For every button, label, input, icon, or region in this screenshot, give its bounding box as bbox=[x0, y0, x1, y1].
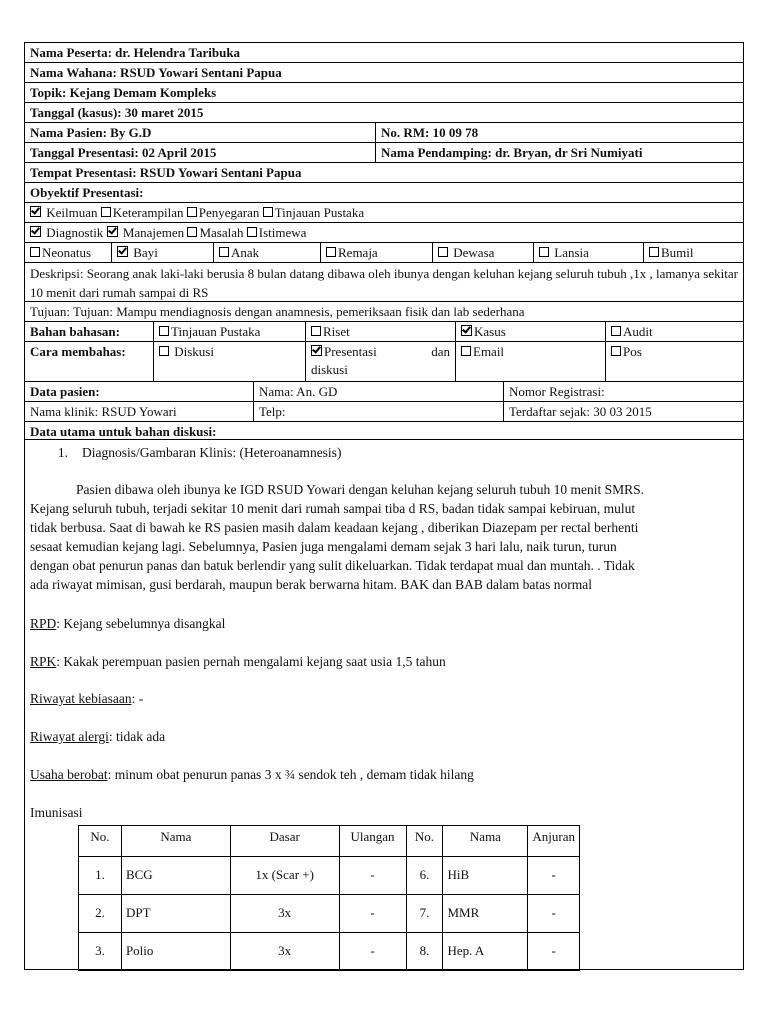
cara-email[interactable]: Email bbox=[455, 342, 605, 381]
riwayat-kebiasaan: Riwayat kebiasaan: - bbox=[30, 691, 144, 706]
bahan-kasus[interactable]: Kasus bbox=[455, 322, 605, 341]
checkbox-keilmuan[interactable] bbox=[30, 206, 41, 217]
label-tinjauan-pustaka: Tinjauan Pustaka bbox=[274, 205, 365, 220]
row-bahan bbox=[25, 322, 743, 342]
usia-neonatus[interactable]: Neonatus bbox=[25, 243, 111, 262]
label-keilmuan: Keilmuan bbox=[46, 205, 98, 220]
table-row: 1. BCG 1x (Scar +) - 6. HiB - bbox=[79, 857, 580, 895]
checkbox-penyegaran[interactable] bbox=[187, 207, 197, 217]
checkbox-keterampilan[interactable] bbox=[101, 207, 111, 217]
row-data-utama bbox=[25, 422, 743, 440]
imunisasi-title: Imunisasi bbox=[30, 805, 83, 820]
cara-diskusi[interactable]: Diskusi bbox=[153, 342, 305, 381]
bahan-audit[interactable]: Audit bbox=[605, 322, 743, 341]
checkbox-diagnostik[interactable] bbox=[30, 226, 41, 237]
table-header-row: No. Nama Dasar Ulangan No. Nama Anjuran bbox=[79, 826, 580, 857]
obyektif-options-2 bbox=[25, 223, 743, 242]
row-tempat bbox=[25, 163, 743, 183]
label-istimewa: Istimewa bbox=[258, 225, 307, 240]
table-row: 3. Polio 3x - 8. Hep. A - bbox=[79, 933, 580, 971]
row-tujuan bbox=[25, 302, 743, 322]
label-diagnostik: Diagnostik bbox=[46, 225, 104, 240]
nama-anak: Nama: An. GD bbox=[253, 382, 503, 401]
table-row: 2. DPT 3x - 7. MMR - bbox=[79, 895, 580, 933]
usia-dewasa[interactable]: Dewasa bbox=[432, 243, 533, 262]
usia-anak[interactable]: Anak bbox=[213, 243, 320, 262]
data-utama-label: Data utama untuk bahan diskusi: bbox=[30, 424, 217, 439]
checkbox-istimewa[interactable] bbox=[247, 227, 257, 237]
data-pasien-label: Data pasien: bbox=[30, 384, 100, 399]
row-peserta bbox=[25, 43, 743, 63]
nama-pasien: Nama Pasien: By G.D bbox=[30, 125, 152, 140]
rpd: RPD: Kejang sebelumnya disangkal bbox=[30, 616, 226, 631]
narrative-line-2: Kejang seluruh tubuh, terjadi sekitar 10 menit dari rumah sampai tiba d RS, badan tidak sampai kebiruan, mulut bbox=[30, 501, 636, 516]
usaha-berobat: Usaha berobat: minum obat penurun panas 3 x ¾ sendok teh , demam tidak hilang bbox=[30, 767, 474, 782]
bahan-tinjauan[interactable]: Tinjauan Pustaka bbox=[153, 322, 305, 341]
cara-label: Cara membahas: bbox=[30, 344, 126, 359]
row-data-pasien bbox=[25, 382, 743, 402]
cara-presentasi[interactable]: Presentasi dan diskusi bbox=[305, 342, 455, 381]
cara-pos[interactable]: Pos bbox=[605, 342, 743, 381]
row-topik bbox=[25, 83, 743, 103]
usia-remaja[interactable]: Remaja bbox=[320, 243, 432, 262]
diagnosis-heading: 1. Diagnosis/Gambaran Klinis: (Heteroanamnesis) bbox=[57, 445, 342, 460]
row-tanggal-kasus bbox=[25, 103, 743, 123]
usia-bumil[interactable]: Bumil bbox=[643, 243, 743, 262]
narrative-line-1: Pasien dibawa oleh ibunya ke IGD RSUD Yowari dengan keluhan kejang seluruh tubuh 10 menit SMRS. bbox=[76, 482, 645, 497]
nama-klinik: Nama klinik: RSUD Yowari bbox=[30, 404, 177, 419]
obyektif-label: Obyektif Presentasi: bbox=[30, 185, 144, 200]
row-obyektif bbox=[25, 183, 743, 203]
usia-lansia[interactable]: Lansia bbox=[533, 243, 643, 262]
row-cara bbox=[25, 342, 743, 382]
narrative-line-3: tidak berbusa. Saat di bawah ke RS pasien masih dalam keadaan kejang , diberikan Diazepam per rectal berhenti bbox=[30, 520, 639, 535]
narrative-line-6: ada riwayat mimisan, gusi berdarah, maupun berak berwarna hitam. BAK dan BAB dalam batas normal bbox=[30, 577, 592, 592]
tempat-presentasi: Tempat Presentasi: RSUD Yowari Sentani Papua bbox=[30, 165, 302, 180]
riwayat-alergi: Riwayat alergi: tidak ada bbox=[30, 729, 166, 744]
tanggal-kasus: Tanggal (kasus): 30 maret 2015 bbox=[30, 105, 204, 120]
discussion-body bbox=[25, 444, 743, 969]
label-keterampilan: Keterampilan bbox=[112, 205, 184, 220]
no-rm: No. RM: 10 09 78 bbox=[375, 123, 743, 142]
rpk: RPK: Kakak perempuan pasien pernah mengalami kejang saat usia 1,5 tahun bbox=[30, 654, 446, 669]
checkbox-manajemen[interactable] bbox=[107, 226, 118, 237]
label-manajemen: Manajemen bbox=[122, 225, 185, 240]
peserta: Nama Peserta: dr. Helendra Taribuka bbox=[30, 45, 241, 60]
imunisasi-table bbox=[78, 825, 580, 971]
narrative-line-5: dengan obat penurun panas dan batuk berlendir yang sulit dikeluarkan. Tidak terdapat mual dan muntah. . Tidak bbox=[30, 558, 635, 573]
topik: Topik: Kejang Demam Kompleks bbox=[30, 85, 217, 100]
row-klinik bbox=[25, 402, 743, 422]
row-obyektif-1 bbox=[25, 203, 743, 223]
telp: Telp: bbox=[253, 402, 503, 421]
presentation-form bbox=[24, 42, 744, 970]
deskripsi: Deskripsi: Seorang anak laki-laki berusia 8 bulan datang dibawa oleh ibunya dengan keluhan kejang seluruh tubuh ,1x , lamanya sekitar 10 menit dari rumah sampai di RS bbox=[30, 266, 738, 300]
bahan-riset[interactable]: Riset bbox=[305, 322, 455, 341]
checkbox-tinjauan-pustaka[interactable] bbox=[263, 207, 273, 217]
pendamping: Nama Pendamping: dr. Bryan, dr Sri Numiyati bbox=[375, 143, 743, 162]
row-pasien bbox=[25, 123, 743, 143]
label-penyegaran: Penyegaran bbox=[198, 205, 260, 220]
checkbox-masalah[interactable] bbox=[187, 227, 197, 237]
row-deskripsi bbox=[25, 263, 743, 302]
obyektif-options-1 bbox=[25, 203, 743, 222]
row-presentasi bbox=[25, 143, 743, 163]
row-obyektif-2 bbox=[25, 223, 743, 243]
narrative-line-4: sesaat kemudian kejang lagi. Sebelumnya, Pasien juga mengalami demam sejak 3 hari lalu, naik turun, turun bbox=[30, 539, 617, 554]
terdaftar-sejak: Terdaftar sejak: 30 03 2015 bbox=[503, 402, 743, 421]
usia-bayi[interactable]: Bayi bbox=[111, 243, 213, 262]
row-wahana bbox=[25, 63, 743, 83]
bahan-label: Bahan bahasan: bbox=[30, 324, 120, 339]
tanggal-presentasi: Tanggal Presentasi: 02 April 2015 bbox=[30, 145, 217, 160]
wahana: Nama Wahana: RSUD Yowari Sentani Papua bbox=[30, 65, 282, 80]
nomor-registrasi: Nomor Registrasi: bbox=[503, 382, 743, 401]
tujuan: Tujuan: Tujuan: Mampu mendiagnosis dengan anamnesis, pemeriksaan fisik dan lab sederhana bbox=[30, 304, 525, 319]
row-usia bbox=[25, 243, 743, 263]
label-masalah: Masalah bbox=[199, 225, 244, 240]
